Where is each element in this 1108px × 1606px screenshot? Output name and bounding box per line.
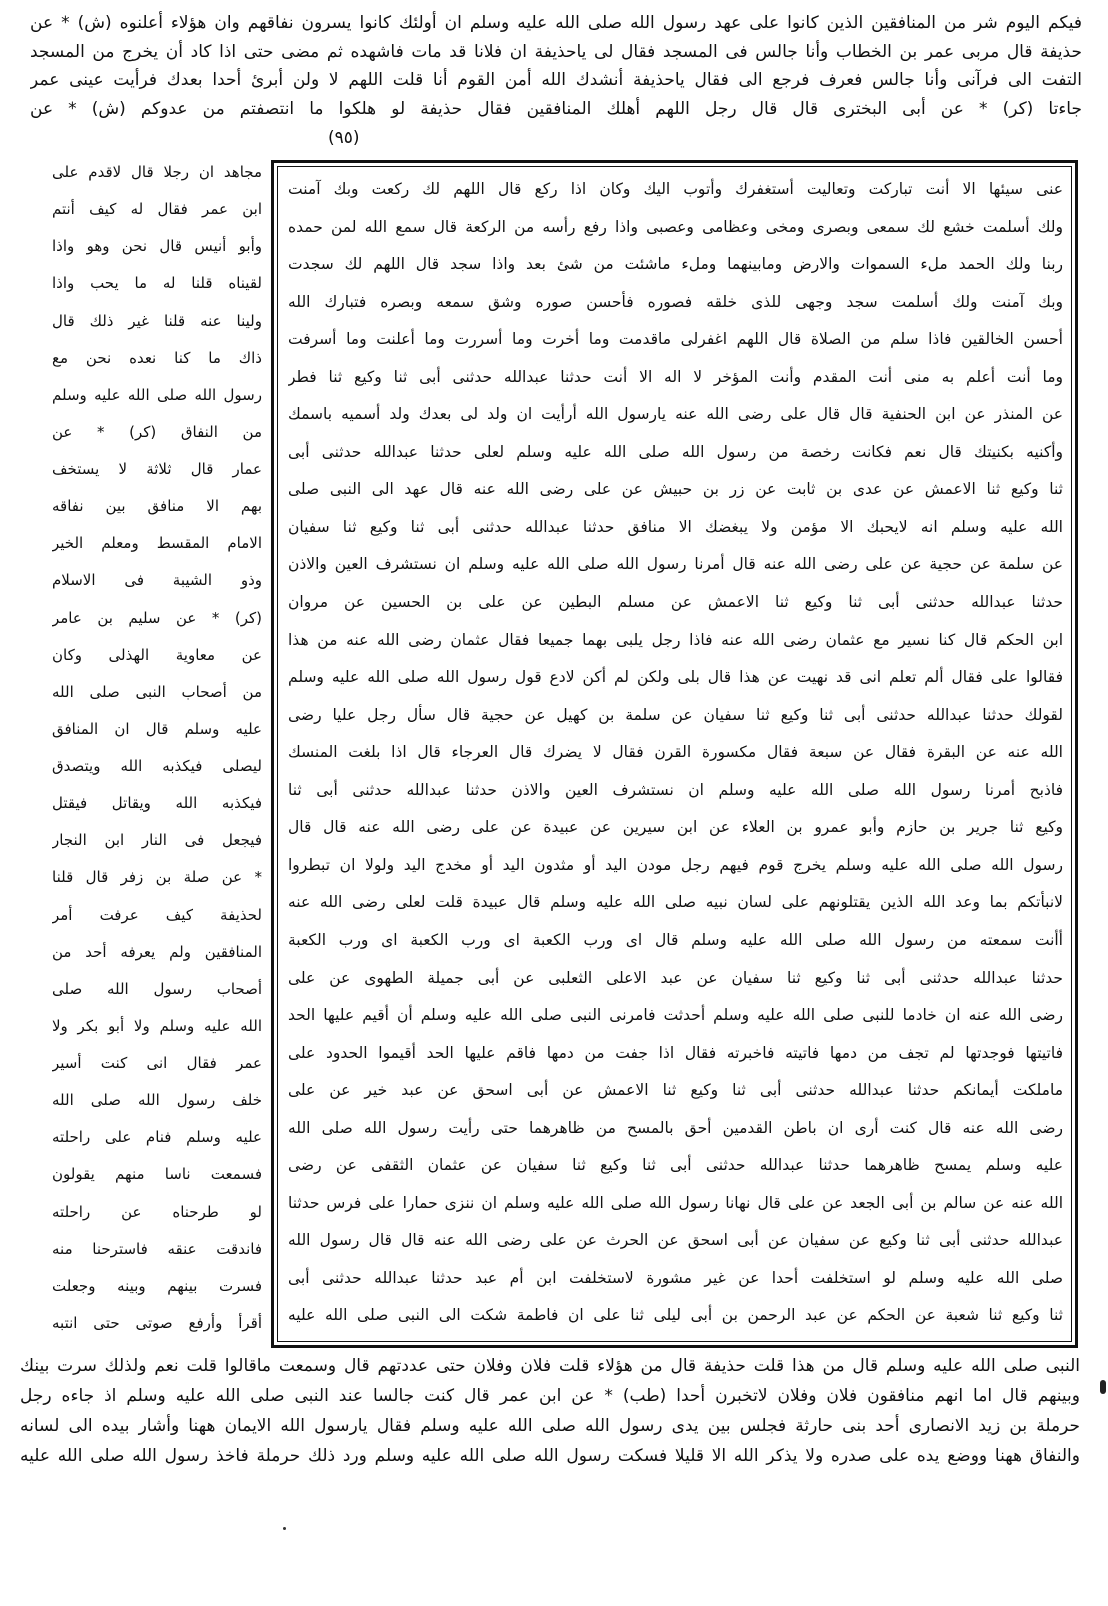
- main-line: وكيع ثنا جرير بن حازم وأبو عمرو بن العلاء عن ابن سيرين عن عبيدة عن على رضى الله عنه قال قال: [288, 818, 1063, 837]
- margin-line: فسرت بينهم وبينه وجعلت: [52, 1276, 262, 1295]
- margin-line: مجاهد ان رجلا قال لاقدم على: [52, 163, 262, 181]
- top-line-1: فيكم اليوم شر من المنافقين الذين كانوا على عهد رسول الله صلى الله عليه وسلم ان أولئك كانوا يسرون نفاقهم وان هؤلاء أعلنوه (ش) * عن: [30, 13, 1082, 33]
- margin-commentary-column: [52, 157, 262, 1349]
- main-line: ولك أسلمت خشع لك سمعى وبصرى ومخى وعظامى وعصبى واذا رفع رأسه من الركعة قال سمع الله لمن حمده: [288, 217, 1063, 236]
- main-line: فاتيتها فوجدتها لم تجف من دمها فاتيته فاخبرته فقال اذا جفت من دمها فاقم عليها الحد أقيموا الحدود على: [288, 1043, 1063, 1062]
- margin-line: ولينا عنه قلنا غير ذلك قال: [52, 311, 262, 330]
- margin-line: خلف رسول الله صلى الله: [52, 1091, 262, 1110]
- margin-line: المنافقين ولم يعرفه أحد من: [52, 942, 262, 961]
- main-line: ربنا ولك الحمد ملء السموات والارض ومابينهما وملء ماشئت من شئ بعد واذا سجد قال اللهم لك سجدت: [288, 255, 1063, 274]
- margin-line: وذو الشيبة فى الاسلام: [52, 571, 262, 590]
- scan-speck: [283, 1527, 286, 1530]
- margin-line: ابن عمر فقال له كيف أنتم: [52, 200, 262, 219]
- margin-line: عليه وسلم فنام على راحلته: [52, 1128, 262, 1147]
- margin-line: لحذيفة كيف عرفت أمر: [52, 905, 262, 924]
- main-line: عليه وسلم يمسح ظاهرهما حدثنا عبدالله حدثنى أبى ثنا وكيع ثنا سفيان عن عثمان الثقفى عن رضى: [288, 1156, 1063, 1175]
- main-line: لانبأتكم بما وعد الله الذين يقتلونهم على لسان نبيه صلى الله عليه وسلم قال عبيدة قلت لعلى رضى الله عنه: [288, 893, 1063, 912]
- main-line: رضى الله عنه ان خادما للنبى صلى الله عليه وسلم أحدثت فامرنى النبى صلى الله عليه وسلم أن أقيم عليها الحد: [288, 1006, 1063, 1025]
- main-line: رسول الله صلى الله عليه وسلم يخرج قوم فيهم رجل مودن اليد أو مثدون اليد أو مخدج اليد ولولا ان تبطروا: [288, 855, 1063, 874]
- margin-line: فاندقت عنقه فاسترحنا منه: [52, 1239, 262, 1258]
- main-line: صلى الله عليه وسلم لو استخلفت أحدا عن غير مشورة لاستخلفت ابن أم عبد حدثنا عبدالله حدثنى أبى: [288, 1268, 1063, 1287]
- main-line: رضى الله عنه قال كنت أرى ان باطن القدمين أحق بالمسح من ظاهرهما حتى رأيت رسول الله صلى الله: [288, 1118, 1063, 1137]
- main-line: عن المنذر عن ابن الحنفية قال قال على رضى الله عنه يارسول الله أرأيت ان ولد لى بعدك ولد أسميه باسمك: [288, 405, 1063, 424]
- main-line: وأكنيه بكنيتك قال نعم فكانت رخصة من رسول الله صلى الله عليه وسلم لعلى حدثنا عبدالله حدثنى أبى: [288, 442, 1063, 461]
- margin-line: لو طرحناه عن راحلته: [52, 1202, 262, 1221]
- main-line: الله عليه وسلم انه لايحبك الا مؤمن ولا يبغضك الا منافق حدثنا عبدالله حدثنى أبى ثنا وكيع ثنا سفيان: [288, 517, 1063, 536]
- margin-line: بهم الا منافق بين نفاقه: [52, 497, 262, 516]
- main-line: لقولك حدثنا عبدالله حدثنى أبى ثنا وكيع ثنا سفيان عن سلمة بن كهيل عن حجية قال سأل رجل عليا رضى: [288, 705, 1063, 724]
- top-line-4: جاءتا (كر) * عن أبى البخترى قال قال رجل اللهم أهلك المنافقين فقال حذيفة لو هلكوا ما انتصفتم من عدوكم (ش) * عن: [30, 99, 1082, 119]
- margin-line: أقرأ وأرفع صوتى حتى انتبه: [52, 1313, 262, 1332]
- margin-line: رسول الله صلى الله عليه وسلم: [52, 385, 262, 404]
- main-line: وما أنت أعلم به منى أنت المقدم وأنت المؤخر لا اله الا أنت حدثنا عبدالله حدثنى أبى ثنا وكيع ثنا فطر: [288, 367, 1063, 386]
- main-line: أأنت سمعته من رسول الله صلى الله عليه وسلم قال اى ورب الكعبة اى ورب الكعبة اى ورب الكعبة: [288, 930, 1063, 949]
- bottom-line-4: والنفاق ههنا ووضع يده على صدره ولا يذكر الله الا قليلا فسكت رسول الله صلى الله عليه وسلم ورد ذلك حرملة فاخذ رسول الله صلى الله عليه: [20, 1446, 1080, 1466]
- main-line: عن سلمة عن حجية عن على رضى الله عنه قال أمرنا رسول الله صلى الله عليه وسلم ان نستشرف العين والاذن: [288, 555, 1063, 574]
- margin-line: ذاك ما كنا نعده نحن مع: [52, 348, 262, 367]
- main-line: ثنا وكيع ثنا شعبة عن الحكم عن عبد الرحمن بن أبى ليلى ثنا على ان فاطمة شكت الى النبى صلى الله عليه: [288, 1306, 1063, 1325]
- bottom-line-3: حرملة بن زيد الانصارى أحد بنى حارثة فجلس بين يدى رسول الله صلى الله عليه وسلم فقال يارسول الله الايمان ههنا وأشار بيده الى لسانه: [20, 1416, 1080, 1436]
- margin-line: وأبو أنيس قال نحن وهو واذا: [52, 237, 262, 256]
- margin-line: الامام المقسط ومعلم الخير: [52, 534, 262, 553]
- main-line: حدثنا عبدالله حدثنى أبى ثنا وكيع ثنا سفيان عن عبد الاعلى الثعلبى عن أبى جميلة الطهوى عن على: [288, 968, 1063, 987]
- main-line: ابن الحكم قال كنا نسير مع عثمان رضى الله عنه فاذا رجل يلبى بهما جميعا فقال عثمان رضى الله عنه من هذا: [288, 630, 1063, 649]
- margin-line: من أصحاب النبى صلى الله: [52, 682, 262, 701]
- margin-line: عن معاوية الهذلى وكان: [52, 645, 262, 664]
- main-line: عنى سيئها الا أنت تباركت وتعاليت أستغفرك وأتوب اليك وكان اذا ركع قال اللهم لك ركعت وبك آمنت: [288, 180, 1063, 198]
- main-line: فاذبح أمرنا رسول الله صلى الله عليه وسلم ان نستشرف العين والاذن حدثنا عبدالله حدثنى أبى ثنا: [288, 780, 1063, 799]
- margin-line: ليصلى فيكذبه الله ويتصدق: [52, 757, 262, 775]
- top-line-2: حذيفة قال مربى عمر بن الخطاب وأنا جالس فى المسجد فقال لى ياحذيفة ان فلانا قد مات فاشهده ثم مضى حتى اذا كاد أن يخرج من المسجد: [30, 42, 1082, 62]
- page-number: (٩٥): [328, 128, 360, 148]
- margin-line: عمار قال ثلاثة لا يستخف: [52, 460, 262, 478]
- margin-line: (كر) * عن سليم بن عامر: [52, 608, 262, 627]
- margin-line: عليه وسلم قال ان المنافق: [52, 719, 262, 738]
- margin-line: الله عليه وسلم ولا أبو بكر ولا: [52, 1016, 262, 1035]
- margin-line: فسمعت ناسا منهم يقولون: [52, 1165, 262, 1184]
- main-line: ماملكت أيمانكم حدثنا عبدالله حدثنى أبى ثنا وكيع ثنا الاعمش عن أبى اسحق عن عبد خير عن على: [288, 1081, 1063, 1100]
- main-line: أحسن الخالقين فاذا سلم من الصلاة قال اللهم اغفرلى ماقدمت وما أخرت وما أسررت وما أعلنت وما أسرفت: [288, 330, 1063, 349]
- main-line: فقالوا على فقال ألم تعلم انى قد نهيت عن هذا قال بلى ولكن لم أكن لادع قول رسول الله صلى الله عليه وسلم: [288, 668, 1063, 687]
- margin-line: فيكذبه الله ويقاتل فيقتل: [52, 794, 262, 813]
- main-line: ثنا وكيع ثنا الاعمش عن عدى بن ثابت عن زر بن حبيش عن على رضى الله عنه قال عهد الى النبى صلى: [288, 480, 1063, 499]
- main-line: الله عنه عن سالم بن أبى الجعد عن على قال نهانا رسول الله صلى الله عليه وسلم ان ننزى حمارا على فرس حدثنا: [288, 1193, 1063, 1212]
- main-line: وبك آمنت ولك أسلمت سجد وجهى للذى خلقه فصوره فأحسن صوره وشق سمعه وبصره فتبارك الله: [288, 292, 1063, 311]
- margin-line: لقيناه قلنا له ما يحب واذا: [52, 274, 262, 293]
- main-line: حدثنا عبدالله حدثنى أبى ثنا وكيع ثنا الاعمش عن مسلم البطين عن على بن الحسين عن مروان: [288, 593, 1063, 612]
- main-text-frame: [271, 160, 1078, 1348]
- margin-line: أصحاب رسول الله صلى: [52, 979, 262, 998]
- bottom-line-2: وبينهم قال اما انهم منافقون فلان وفلان لاتخبرن أحدا (طب) * عن ابن عمر قال كنت جالسا عند النبى صلى الله عليه وسلم اذ جاءه رجل: [20, 1386, 1080, 1406]
- bottom-line-1: النبى صلى الله عليه وسلم قال من هذا قلت حذيفة قال من هؤلاء قلت فلان وفلان حتى عددتهم قال وسمعت ماقالوا قلت نعم ولذلك سرت بينك: [20, 1356, 1080, 1376]
- main-line: عبدالله حدثنى أبى ثنا وكيع عن سفيان عن أبى اسحق عن الحرث عن على رضى الله عنه قال قال رسول الله: [288, 1231, 1063, 1250]
- scan-margin-mark: [1100, 1380, 1106, 1394]
- margin-line: * عن صلة بن زفر قال قلنا: [52, 868, 262, 887]
- margin-line: فيجعل فى النار ابن النجار: [52, 831, 262, 850]
- main-line: الله عنه عن البقرة فقال عن سبعة فقال مكسورة القرن فقال لا يضرك قال العرجاء قال اذا بلغت المنسك: [288, 743, 1063, 762]
- top-line-3: التفت الى فرآنى وأنا جالس فعرف فرجع الى فقال ياحذيفة أنشدك الله أمن القوم أنا قلت اللهم لا ولن أبرئ أحدا بعدك فرأيت عينى عمر: [30, 70, 1082, 90]
- margin-line: عمر فقال انى كنت أسير: [52, 1054, 262, 1072]
- main-text-body: [288, 173, 1063, 1335]
- margin-line: من النفاق (كر) * عن: [52, 422, 262, 441]
